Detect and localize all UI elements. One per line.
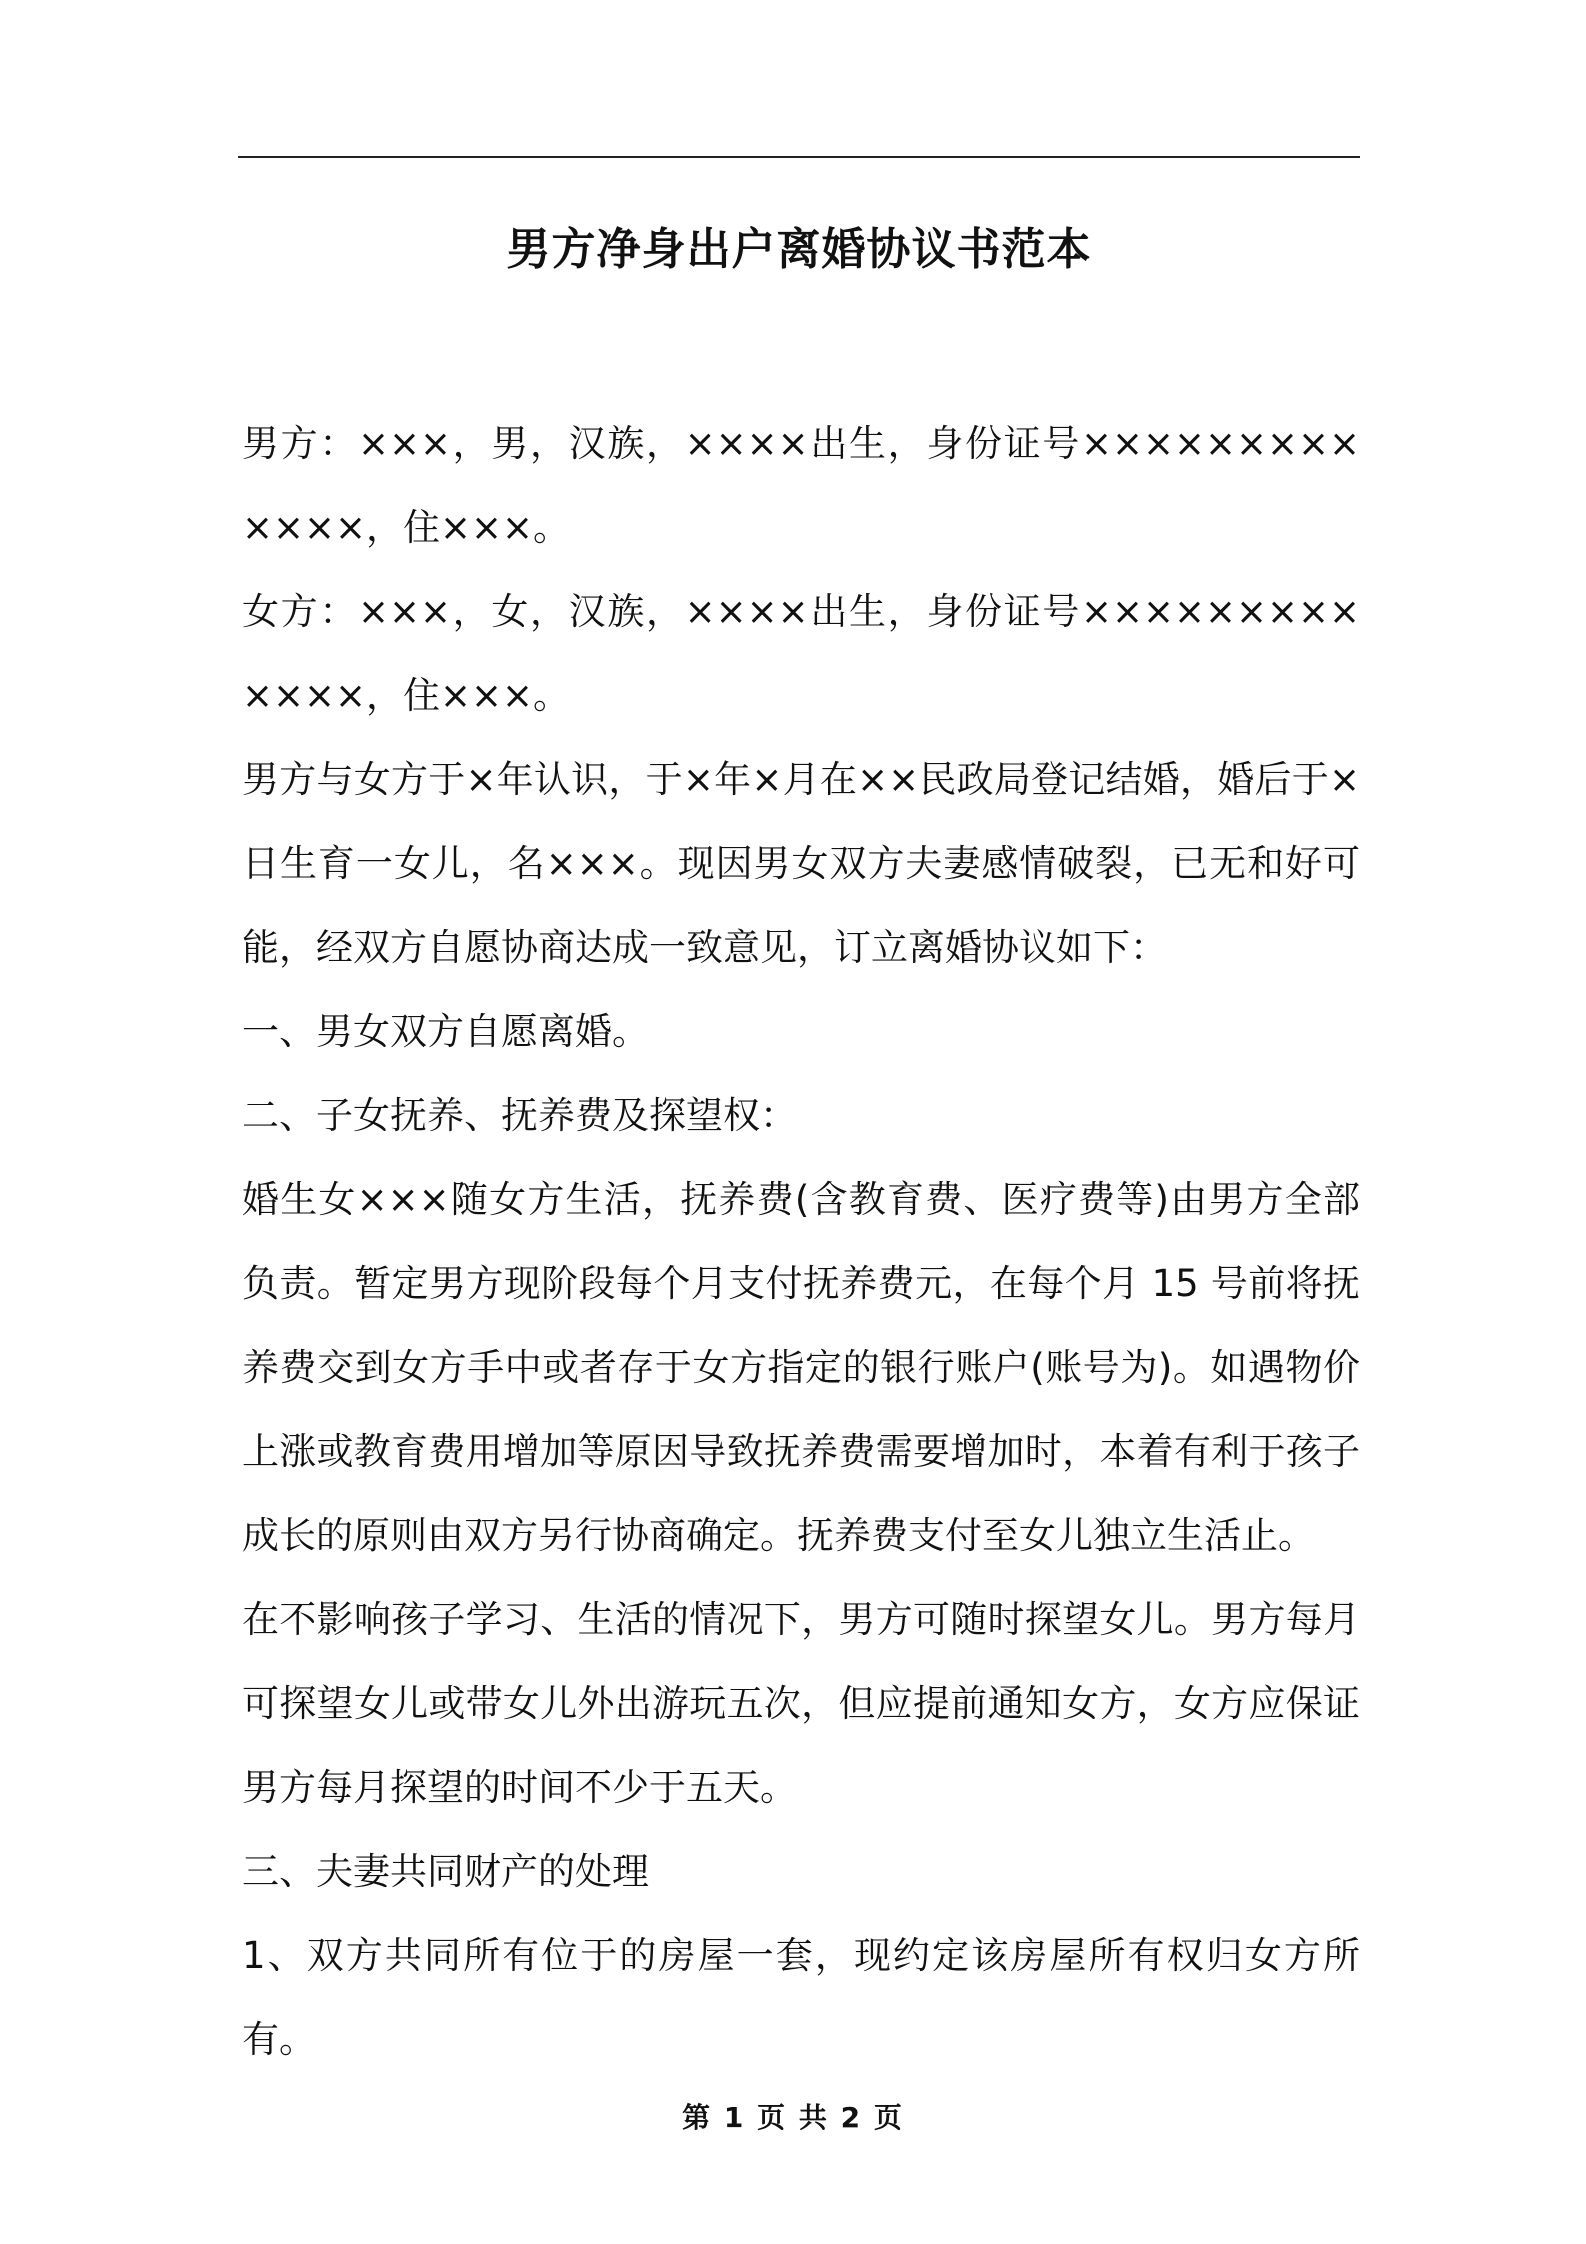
page-number-footer: 第 1 页 共 2 页 [682, 2101, 904, 2134]
paragraph-property-1: 1、双方共同所有位于的房屋一套，现约定该房屋所有权归女方所有。 [242, 1934, 1360, 2061]
document-body [242, 402, 1360, 2082]
clause-1-heading: 一、男女双方自愿离婚。 [242, 1010, 649, 1053]
paragraph-wife-info: 女方：×××，女，汉族，××××出生，身份证号×××××××××××××，住×××。 [242, 590, 1360, 717]
document-title: 男方净身出户离婚协议书范本 [506, 224, 1092, 275]
paragraph-background: 男方与女方于×年认识，于×年×月在××民政局登记结婚，婚后于×日生育一女儿，名×××。现因男女双方夫妻感情破裂，已无和好可能，经双方自愿协商达成一致意见，订立离婚协议如下： [242, 758, 1360, 969]
paragraph-husband-info: 男方：×××，男，汉族，××××出生，身份证号×××××××××××××，住×××。 [242, 422, 1360, 549]
header-rule [238, 156, 1360, 158]
paragraph-child-support: 婚生女×××随女方生活，抚养费(含教育费、医疗费等)由男方全部负责。暂定男方现阶段每个月支付抚养费元，在每个月 15 号前将抚养费交到女方手中或者存于女方指定的银行账户(账号为)。如遇物价上涨或教育费用增加等原因导致抚养费需要增加时，本着有利于孩子成长的原则由双方另行协商确定。抚养费支付至女儿独立生活止。 [242, 1178, 1360, 1557]
clause-2-heading: 二、子女抚养、抚养费及探望权： [242, 1094, 797, 1137]
paragraph-visitation: 在不影响孩子学习、生活的情况下，男方可随时探望女儿。男方每月可探望女儿或带女儿外出游玩五次，但应提前通知女方，女方应保证男方每月探望的时间不少于五天。 [242, 1598, 1360, 1809]
clause-3-heading: 三、夫妻共同财产的处理 [242, 1850, 649, 1893]
